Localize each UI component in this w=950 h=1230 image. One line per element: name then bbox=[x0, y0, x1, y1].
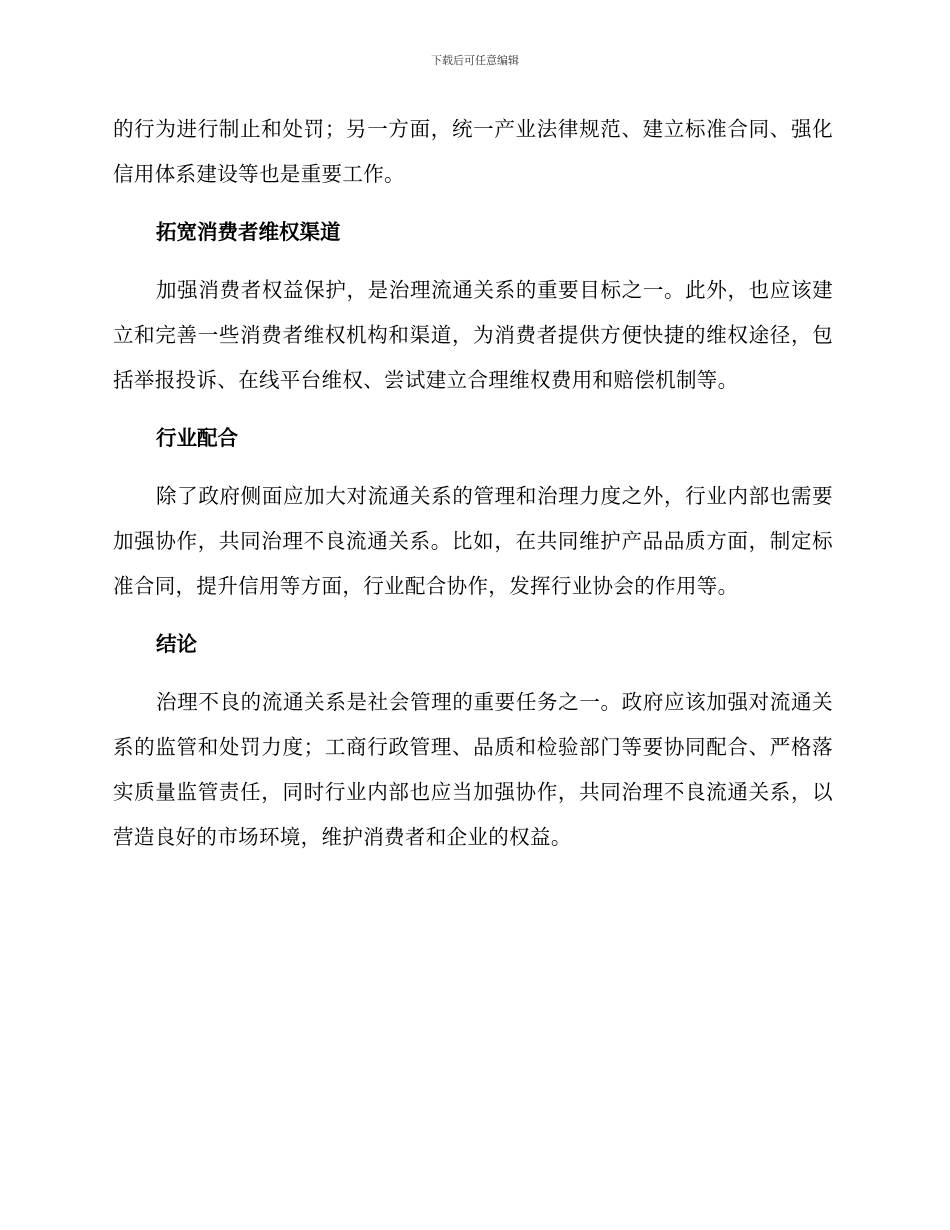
section-heading-industry-cooperation: 行业配合 bbox=[156, 426, 238, 450]
section-heading-conclusion: 结论 bbox=[156, 632, 197, 656]
paragraph-industry-cooperation: 除了政府侧面应加大对流通关系的管理和治理力度之外，行业内部也需要加强协作，共同治理不良流通关系。比如，在共同维护产品品质方面，制定标准合同，提升信用等方面，行业配合协作，发挥行业协会的作用等。 bbox=[113, 484, 833, 598]
paragraph-consumer-rights: 加强消费者权益保护，是治理流通关系的重要目标之一。此外，也应该建立和完善一些消费者维权机构和渠道，为消费者提供方便快捷的维权途径，包括举报投诉、在线平台维权、尝试建立合理维权费用和赔偿机制等。 bbox=[113, 278, 833, 392]
paragraph-continued: 的行为进行制止和处罚；另一方面，统一产业法律规范、建立标准合同、强化信用体系建设等也是重要工作。 bbox=[113, 117, 833, 186]
document-body bbox=[113, 107, 833, 860]
paragraph-conclusion: 治理不良的流通关系是社会管理的重要任务之一。政府应该加强对流通关系的监管和处罚力度；工商行政管理、品质和检验部门等要协同配合、严格落实质量监管责任，同时行业内部也应当加强协作，共同治理不良流通关系，以营造良好的市场环境，维护消费者和企业的权益。 bbox=[113, 690, 833, 849]
section-heading-consumer-rights: 拓宽消费者维权渠道 bbox=[156, 220, 341, 244]
page-header: 下载后可任意编辑 bbox=[431, 54, 519, 67]
